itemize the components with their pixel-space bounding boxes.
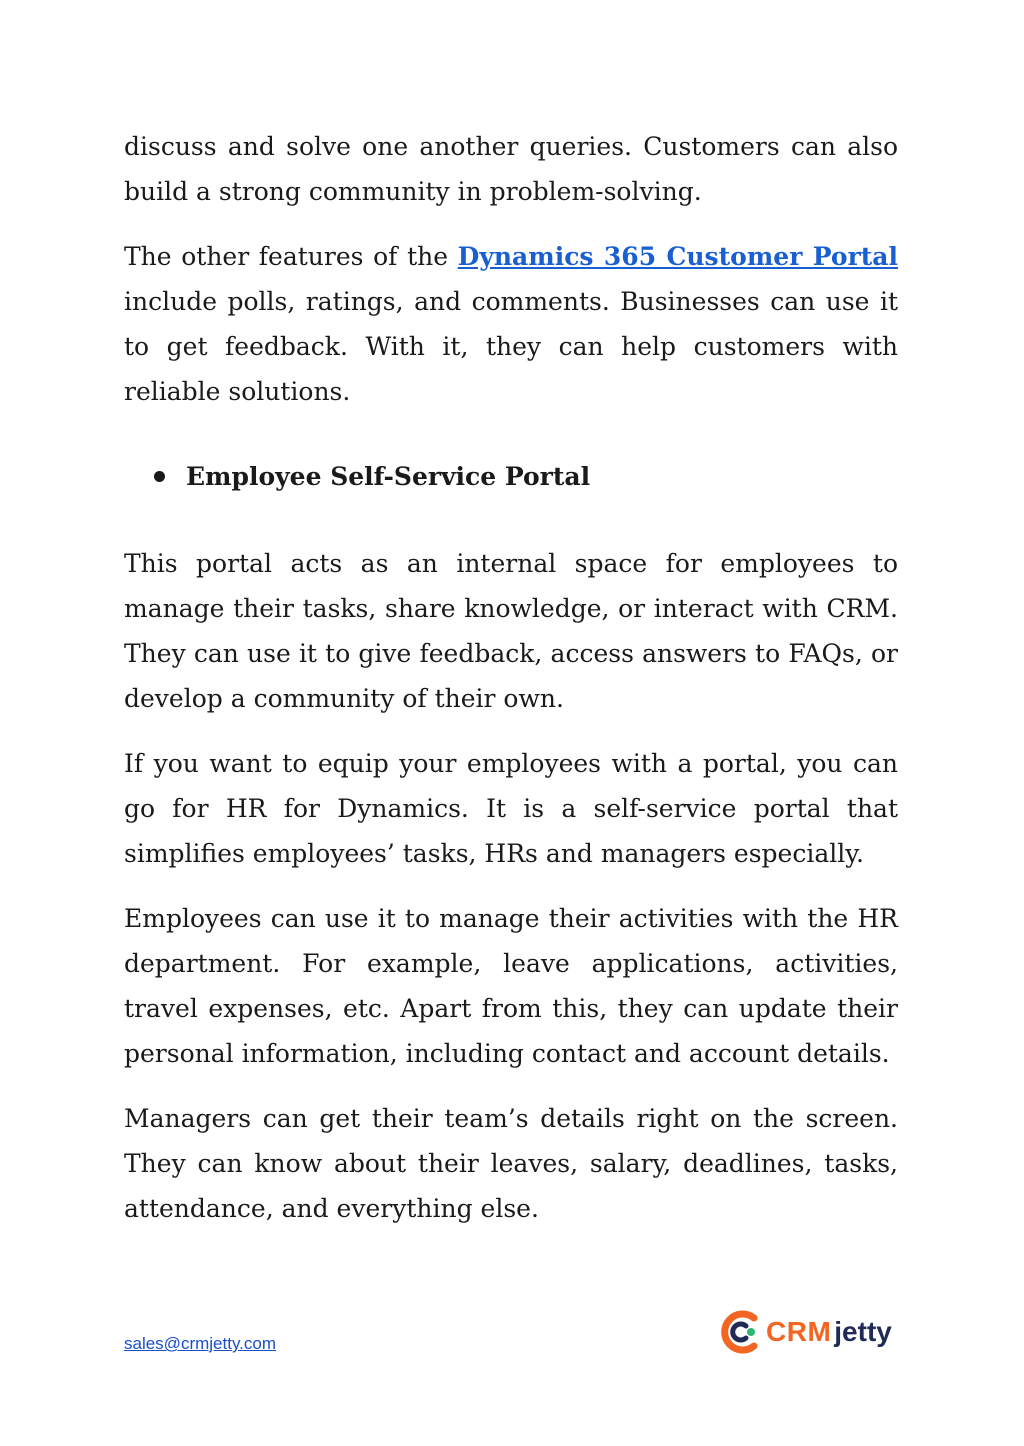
dynamics-portal-link[interactable]: Dynamics 365 Customer Portal bbox=[457, 242, 899, 271]
page-content bbox=[124, 124, 898, 1231]
crmjetty-logo-icon bbox=[720, 1310, 760, 1354]
paragraph-hr-dynamics: If you want to equip your employees with a portal, you can go for HR for Dynamics. It is a self-service portal that simplifies employees’ tasks, HRs and managers especially. bbox=[124, 749, 898, 868]
paragraph-portal-features-end: include polls, ratings, and comments. Businesses can use it to get feedback. With it, they can help customers with reliable solutions. bbox=[124, 287, 898, 406]
paragraph-employee-activities: Employees can use it to manage their activities with the HR department. For example, leave applications, activities, travel expenses, etc. Apart from this, they can update their personal information, including contact and account details. bbox=[124, 904, 898, 1068]
paragraph-portal-features bbox=[124, 234, 898, 414]
logo-text-crm: CRM bbox=[766, 1316, 832, 1347]
crmjetty-logo bbox=[720, 1308, 892, 1356]
bullet-icon bbox=[154, 471, 165, 482]
footer-email-link[interactable]: sales@crmjetty.com bbox=[124, 1334, 277, 1353]
logo-text-jetty: jetty bbox=[834, 1316, 892, 1347]
bullet-heading: Employee Self-Service Portal bbox=[186, 462, 591, 491]
paragraph-portal-features-start: The other features of the bbox=[124, 242, 458, 271]
paragraph-internal-space: This portal acts as an internal space for employees to manage their tasks, share knowledge, or interact with CRM. They can use it to give feedback, access answers to FAQs, or develop a community of their own. bbox=[124, 549, 898, 713]
paragraph-managers: Managers can get their team’s details right on the screen. They can know about their leaves, salary, deadlines, tasks, attendance, and everything else. bbox=[124, 1104, 898, 1223]
bullet-item bbox=[154, 454, 898, 499]
paragraph-community: discuss and solve one another queries. Customers can also build a strong community in problem-solving. bbox=[124, 132, 898, 206]
